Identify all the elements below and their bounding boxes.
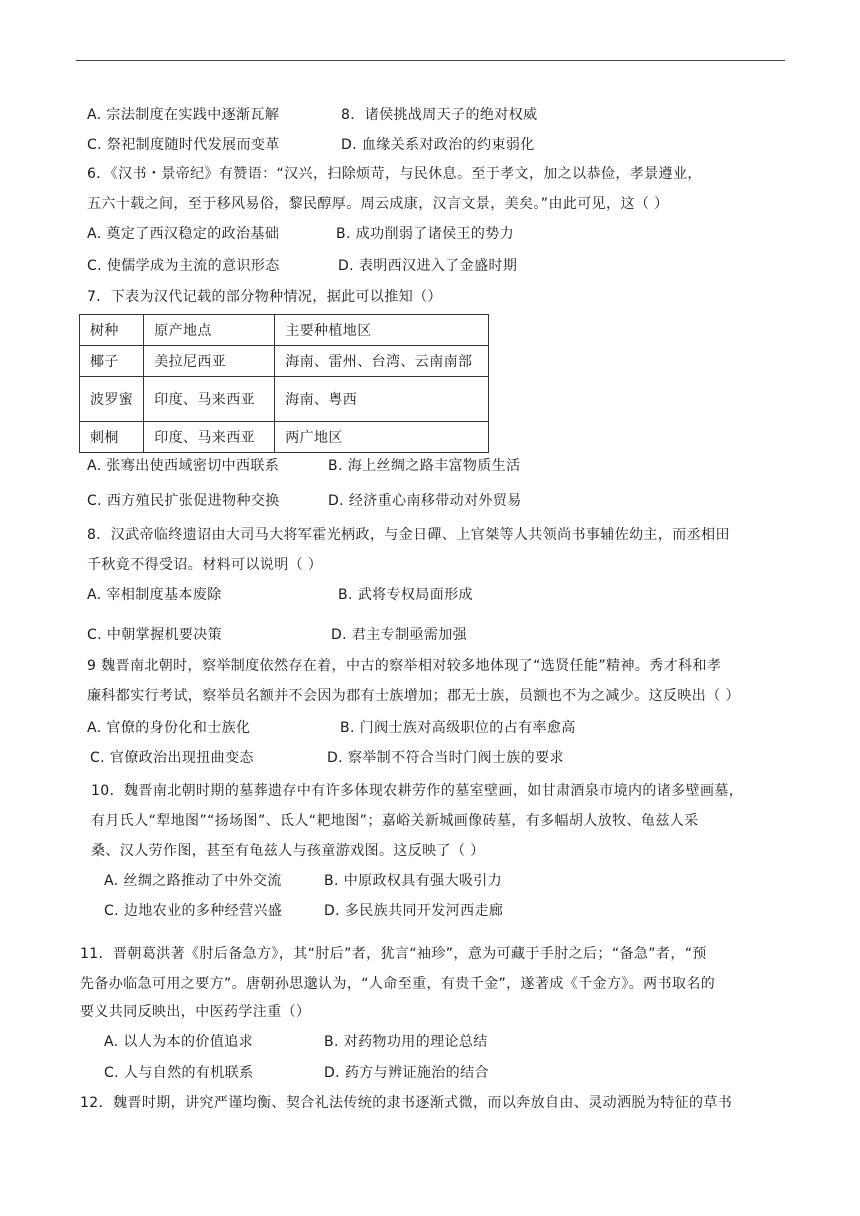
table-cell: 海南、粤西 bbox=[275, 377, 489, 422]
table-header-cell: 主要种植地区 bbox=[275, 315, 489, 346]
table-cell: 海南、雷州、台湾、云南南部 bbox=[275, 346, 489, 377]
q7-option-b[interactable]: B. 海上丝绸之路丰富物质生活 bbox=[328, 458, 521, 474]
q5-option-b[interactable]: 8．诸侯挑战周天子的绝对权威 bbox=[341, 107, 538, 123]
q7-option-c[interactable]: C. 西方殖民扩张促进物种交换 bbox=[87, 493, 280, 509]
q11-option-b[interactable]: B. 对药物功用的理论总结 bbox=[324, 1034, 488, 1050]
q6-option-b[interactable]: B. 成功削弱了诸侯王的势力 bbox=[336, 226, 515, 242]
q11-stem-line2: 先备办临急可用之要方”。唐朝孙思邈认为，“人命至重，有贵千金”，遂著成《千金方》。两书取名的 bbox=[80, 976, 716, 992]
q10-option-d[interactable]: D. 多民族共同开发河西走廊 bbox=[324, 903, 504, 919]
q7-option-a[interactable]: A. 张骞出使西域密切中西联系 bbox=[87, 458, 280, 474]
q5-option-a[interactable]: A. 宗法制度在实践中逐渐瓦解 bbox=[87, 107, 280, 123]
q11-stem-line3: 要义共同反映出，中医药学注重（） bbox=[80, 1004, 311, 1020]
table-header-cell: 原产地点 bbox=[144, 315, 275, 346]
q10-option-c[interactable]: C. 边地农业的多种经营兴盛 bbox=[104, 903, 283, 919]
q6-stem-line1: 6．《汉书・景帝纪》有赞语：“汉兴，扫除烦苛，与民休息。至于孝文，加之以恭俭，孝景遵业， bbox=[87, 166, 702, 182]
table-row bbox=[80, 346, 489, 377]
table-cell: 印度、马来西亚 bbox=[144, 422, 275, 453]
q9-option-d[interactable]: D. 察举制不符合当时门阀士族的要求 bbox=[327, 750, 564, 766]
q10-stem-line2: 有月氏人“犁地图”“扬场图”、氐人“耙地图”；嘉峪关新城画像砖墓，有多幅胡人放牧、龟兹人采 bbox=[91, 813, 699, 829]
q8-option-a[interactable]: A. 宰相制度基本废除 bbox=[87, 587, 222, 603]
q11-option-c[interactable]: C. 人与自然的有机联系 bbox=[104, 1065, 254, 1081]
q6-stem-line2: 五六十载之间，至于移风易俗，黎民醇厚。周云成康，汉言文景，美矣。”由此可见，这（ ） bbox=[87, 196, 669, 212]
table-row bbox=[80, 377, 489, 422]
q9-stem-line1: 9 魏晋南北朝时，察举制度依然存在着，中古的察举相对较多地体现了“选贤任能”精神。秀才科和孝 bbox=[87, 658, 722, 674]
q10-stem-line1: 10．魏晋南北朝时期的墓葬遗存中有许多体现农耕劳作的墓室壁画，如甘肃酒泉市境内的诸多壁画墓， bbox=[91, 783, 744, 799]
q6-option-d[interactable]: D. 表明西汉进入了金盛时期 bbox=[338, 258, 518, 274]
q9-option-b[interactable]: B. 门阀士族对高级职位的占有率愈高 bbox=[340, 720, 576, 736]
q9-stem-line2: 廉科都实行考试，察举员名额并不会因为郡有士族增加；郡无士族，员额也不为之减少。这反映出（ ） bbox=[87, 688, 740, 704]
q8-option-c[interactable]: C. 中朝掌握机要决策 bbox=[87, 627, 223, 643]
q10-stem-line3: 桑、汉人劳作图，甚至有龟兹人与孩童游戏图。这反映了（ ） bbox=[91, 843, 485, 859]
table-cell: 椰子 bbox=[80, 346, 144, 377]
table-cell: 刺桐 bbox=[80, 422, 144, 453]
q11-option-d[interactable]: D. 药方与辨证施治的结合 bbox=[324, 1065, 489, 1081]
q7-option-d[interactable]: D. 经济重心南移带动对外贸易 bbox=[328, 493, 522, 509]
table-header-row bbox=[80, 315, 489, 346]
q9-option-a[interactable]: A. 官僚的身份化和士族化 bbox=[87, 720, 251, 736]
table-header-cell: 树种 bbox=[80, 315, 144, 346]
q5-option-d[interactable]: D. 血缘关系对政治的约束弱化 bbox=[341, 137, 535, 153]
header-rule bbox=[76, 60, 785, 61]
species-table bbox=[79, 314, 489, 453]
table-cell: 印度、马来西亚 bbox=[144, 377, 275, 422]
table-cell: 美拉尼西亚 bbox=[144, 346, 275, 377]
q6-option-a[interactable]: A. 奠定了西汉稳定的政治基础 bbox=[87, 226, 280, 242]
q6-option-c[interactable]: C. 使儒学成为主流的意识形态 bbox=[87, 258, 280, 274]
q8-stem-line1: 8．汉武帝临终遗诏由大司马大将军霍光柄政，与金日磾、上官桀等人共领尚书事辅佐幼主，而丞相田 bbox=[87, 527, 730, 543]
q11-stem-line1: 11．晋朝葛洪著《肘后备急方》，其“肘后”者，犹言“袖珍”，意为可藏于手肘之后；“备急”者，“预 bbox=[80, 946, 707, 962]
table-cell: 波罗蜜 bbox=[80, 377, 144, 422]
q8-stem-line2: 千秋竟不得受诏。材料可以说明（ ） bbox=[87, 557, 323, 573]
q5-option-c[interactable]: C. 祭祀制度随时代发展而变革 bbox=[87, 137, 280, 153]
q10-option-a[interactable]: A. 丝绸之路推动了中外交流 bbox=[104, 873, 282, 889]
q11-option-a[interactable]: A. 以人为本的价值追求 bbox=[104, 1034, 254, 1050]
q12-stem-line1: 12．魏晋时期，讲究严谨均衡、契合礼法传统的隶书逐渐式微，而以奔放自由、灵动洒脱为特征的草书 bbox=[80, 1095, 733, 1111]
table-cell: 两广地区 bbox=[275, 422, 489, 453]
q7-stem: 7．下表为汉代记载的部分物种情况，据此可以推知（） bbox=[87, 289, 442, 305]
q9-option-c[interactable]: C. 官僚政治出现扭曲变态 bbox=[90, 750, 254, 766]
q8-option-b[interactable]: B. 武将专权局面形成 bbox=[338, 587, 473, 603]
q10-option-b[interactable]: B. 中原政权具有强大吸引力 bbox=[324, 873, 503, 889]
q8-option-d[interactable]: D. 君主专制亟需加强 bbox=[331, 627, 468, 643]
table-row bbox=[80, 422, 489, 453]
